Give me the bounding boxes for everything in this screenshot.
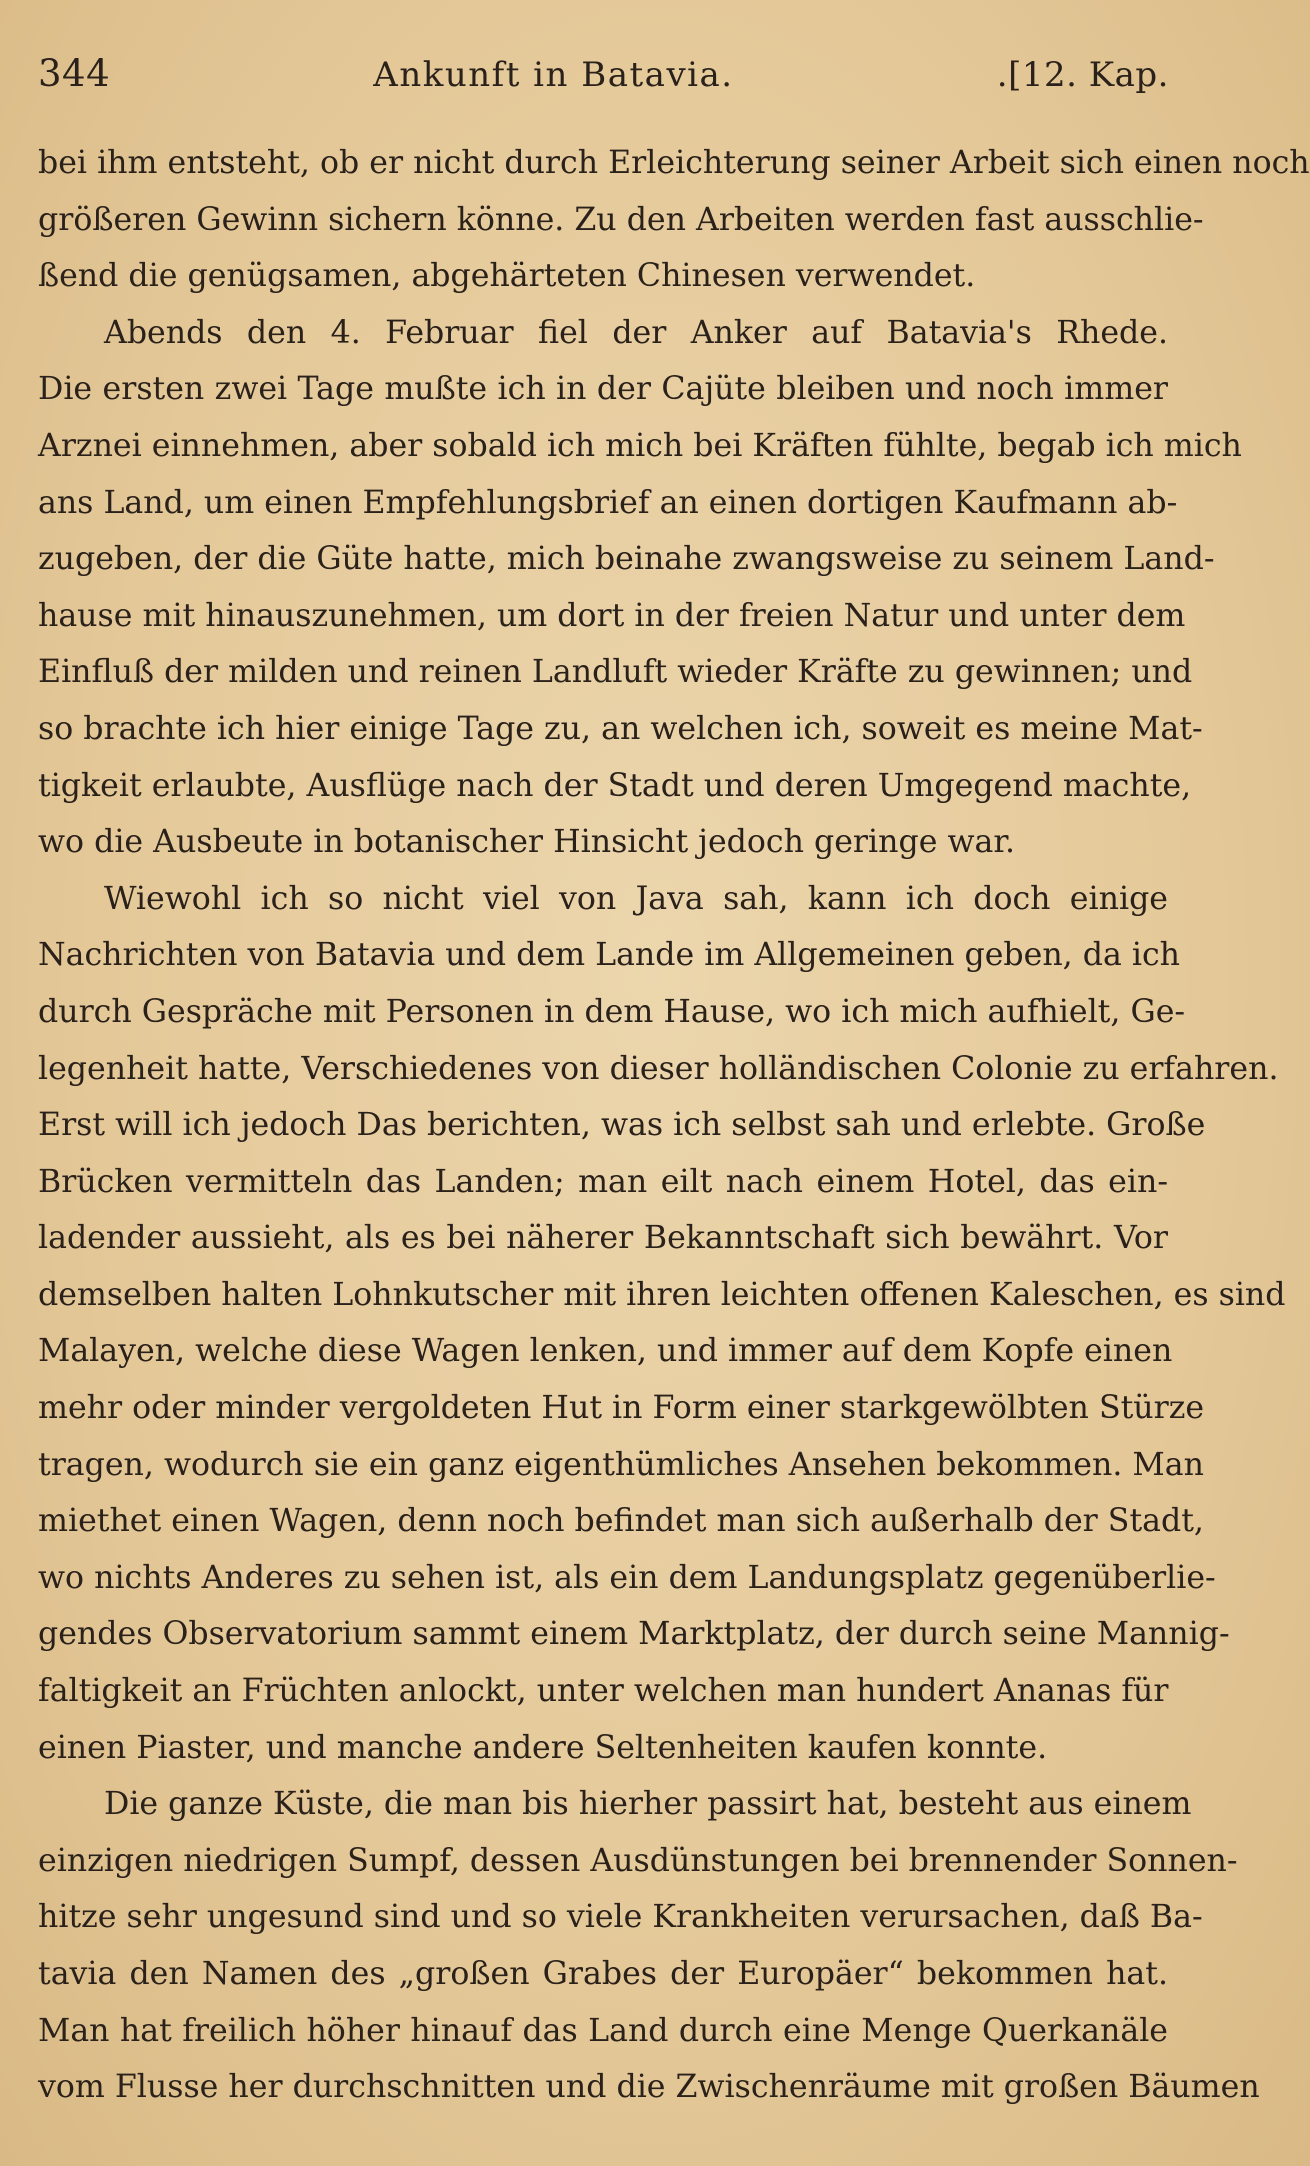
text-line: zugeben, der die Güte hatte, mich beinahe zwangsweise zu seinem Land-: [38, 541, 1215, 578]
text-line: wo die Ausbeute in botanischer Hinsicht jedoch geringe war.: [38, 824, 1015, 861]
text-line: ladender aussieht, als es bei näherer Bekanntschaft sich bewährt. Vor: [38, 1220, 1168, 1257]
chapter-marker: .[12. Kap.: [996, 55, 1169, 95]
text-line: wo nichts Anderes zu sehen ist, als ein dem Landungsplatz gegenüberlie-: [38, 1559, 1216, 1596]
text-line: bei ihm entsteht, ob er nicht durch Erleichterung seiner Arbeit sich einen noch: [38, 145, 1310, 181]
text-line: miethet einen Wagen, denn noch befindet man sich außerhalb der Stadt,: [38, 1503, 1204, 1540]
text-line: Nachrichten von Batavia und dem Lande im Allgemeinen geben, da ich: [38, 937, 1181, 974]
text-line: Brücken vermitteln das Landen; man eilt nach einem Hotel, das ein-: [38, 1163, 1168, 1200]
text-line: Man hat freilich höher hinauf das Land durch eine Menge Querkanäle: [38, 2012, 1168, 2049]
page-number: 344: [38, 52, 111, 95]
text-line: ßend die genügsamen, abgehärteten Chinesen verwendet.: [38, 258, 976, 295]
text-line: einzigen niedrigen Sumpf, dessen Ausdünstungen bei brennender Sonnen-: [38, 1842, 1238, 1879]
text-line: ans Land, um einen Empfehlungsbrief an einen dortigen Kaufmann ab-: [38, 484, 1178, 521]
text-line: Erst will ich jedoch Das berichten, was ich selbst sah und erlebte. Große: [38, 1107, 1206, 1144]
text-line: Abends den 4. Februar fiel der Anker auf Batavia's Rhede.: [104, 314, 1168, 351]
text-line: Arznei einnehmen, aber sobald ich mich bei Kräften fühlte, begab ich mich: [38, 427, 1242, 464]
running-title: Ankunft in Batavia.: [373, 55, 734, 95]
text-line: demselben halten Lohnkutscher mit ihren leichten offenen Kaleschen, es sind: [38, 1276, 1286, 1313]
text-line: Die ganze Küste, die man bis hierher passirt hat, besteht aus einem: [104, 1786, 1192, 1823]
text-line: tragen, wodurch sie ein ganz eigenthümliches Ansehen bekommen. Man: [38, 1446, 1204, 1483]
text-line: einen Piaster, und manche andere Seltenheiten kaufen konnte.: [38, 1729, 1048, 1766]
text-line: gendes Observatorium sammt einem Marktplatz, der durch seine Mannig-: [38, 1616, 1230, 1653]
body-text: [38, 135, 1310, 2116]
text-line: mehr oder minder vergoldeten Hut in Form einer starkgewölbten Stürze: [38, 1390, 1205, 1427]
text-line: legenheit hatte, Verschiedenes von dieser holländischen Colonie zu erfahren.: [38, 1050, 1279, 1087]
text-line: vom Flusse her durchschnitten und die Zwischenräume mit großen Bäumen: [38, 2069, 1260, 2106]
text-line: Die ersten zwei Tage mußte ich in der Cajüte bleiben und noch immer: [38, 371, 1168, 408]
text-line: tigkeit erlaubte, Ausflüge nach der Stadt und deren Umgegend machte,: [38, 767, 1192, 804]
text-line: so brachte ich hier einige Tage zu, an welchen ich, soweit es meine Mat-: [38, 710, 1203, 747]
text-line: Wiewohl ich so nicht viel von Java sah, kann ich doch einige: [104, 880, 1168, 917]
text-line: faltigkeit an Früchten anlockt, unter welchen man hundert Ananas für: [38, 1673, 1169, 1710]
page-header: [38, 52, 1169, 112]
text-line: durch Gespräche mit Personen in dem Hause, wo ich mich aufhielt, Ge-: [38, 993, 1186, 1030]
text-line: Einfluß der milden und reinen Landluft wieder Kräfte zu gewinnen; und: [38, 654, 1193, 691]
text-line: hitze sehr ungesund sind und so viele Krankheiten verursachen, daß Ba-: [38, 1899, 1203, 1936]
text-line: Malayen, welche diese Wagen lenken, und immer auf dem Kopfe einen: [38, 1333, 1173, 1370]
text-line: tavia den Namen des „großen Grabes der Europäer“ bekommen hat.: [38, 1956, 1168, 1992]
text-line: hause mit hinauszunehmen, um dort in der freien Natur und unter dem: [38, 597, 1186, 634]
text-line: größeren Gewinn sichern könne. Zu den Arbeiten werden fast ausschlie-: [38, 201, 1204, 238]
